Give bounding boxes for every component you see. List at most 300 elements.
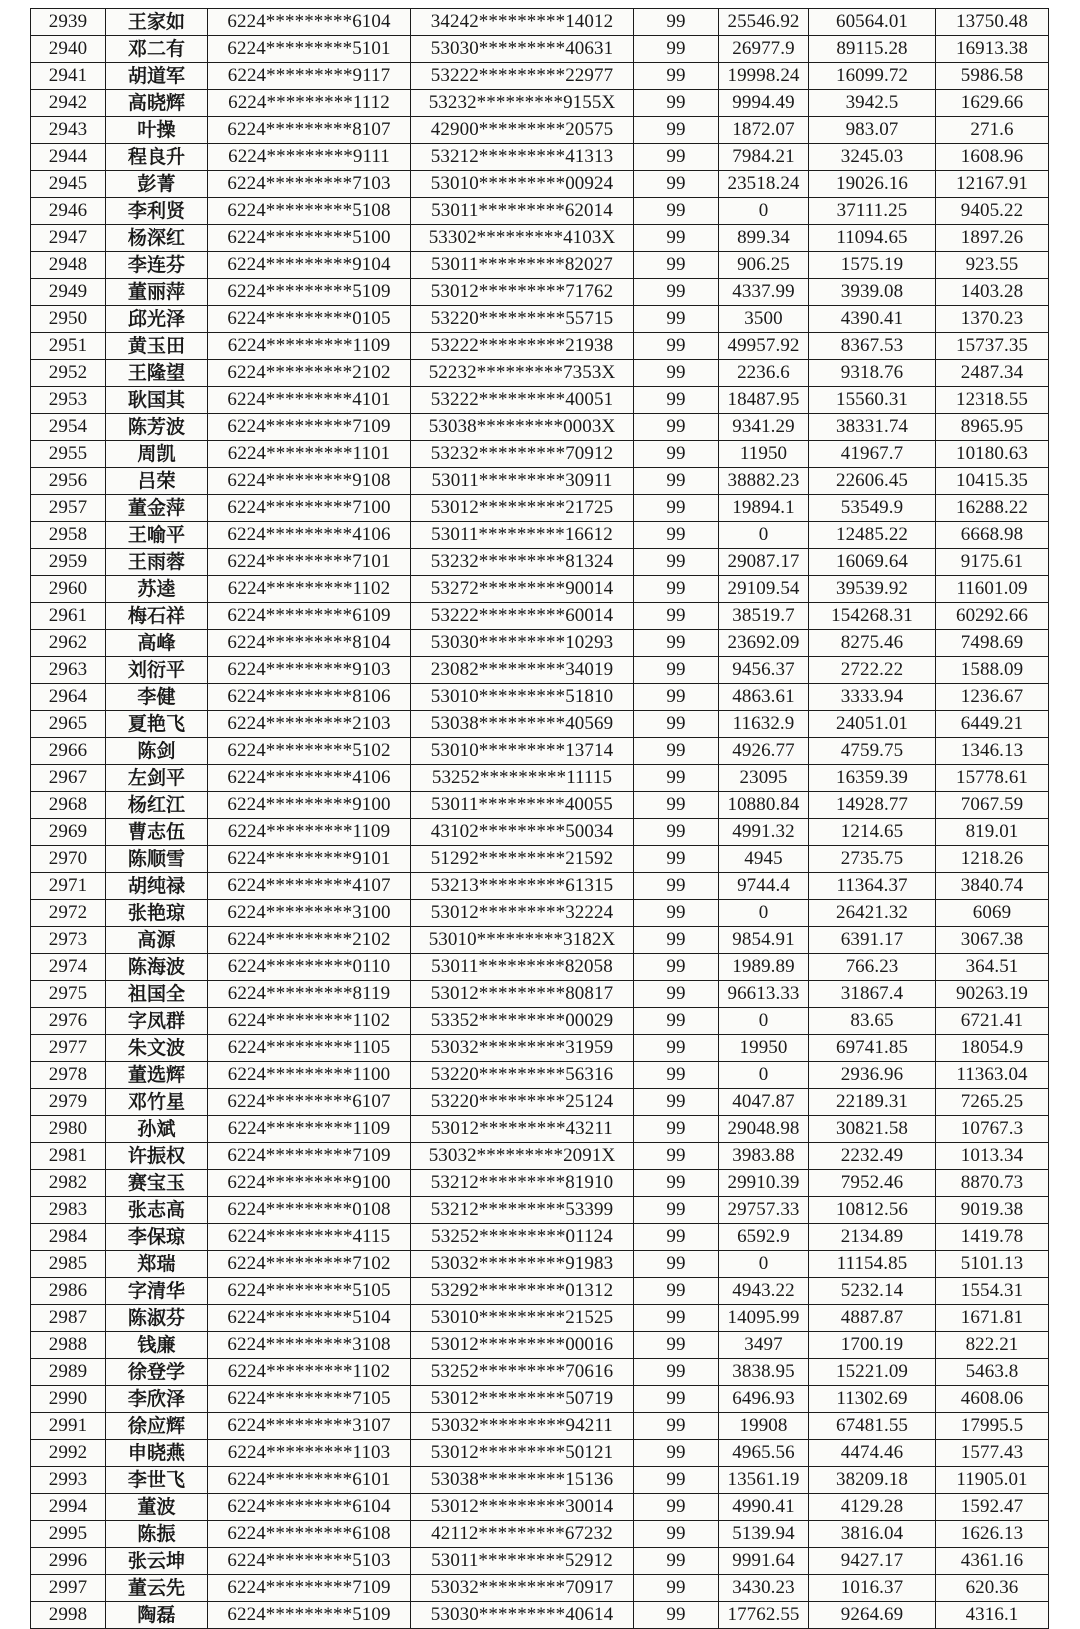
cell-card: 6224*********3100 [208,900,411,927]
cell-name: 苏逵 [106,576,208,603]
cell-seq: 2944 [31,144,106,171]
cell-id: 53032*********91983 [411,1251,634,1278]
cell-amt2: 2722.22 [809,657,936,684]
cell-card: 6224*********5100 [208,225,411,252]
cell-code: 99 [634,387,719,414]
cell-code: 99 [634,711,719,738]
cell-seq: 2942 [31,90,106,117]
cell-amt2: 2936.96 [809,1062,936,1089]
cell-amt1: 5139.94 [719,1521,809,1548]
cell-amt2: 38331.74 [809,414,936,441]
cell-card: 6224*********4107 [208,873,411,900]
table-row [31,90,1049,117]
cell-amt1: 23095 [719,765,809,792]
cell-id: 53032*********70917 [411,1575,634,1602]
table-row [31,1035,1049,1062]
cell-amt2: 60564.01 [809,9,936,36]
cell-code: 99 [634,414,719,441]
cell-card: 6224*********4106 [208,765,411,792]
cell-card: 6224*********7109 [208,1575,411,1602]
cell-amt3: 1897.26 [936,225,1049,252]
cell-name: 梅石祥 [106,603,208,630]
cell-amt2: 39539.92 [809,576,936,603]
cell-card: 6224*********0108 [208,1197,411,1224]
cell-amt2: 15221.09 [809,1359,936,1386]
table-row [31,225,1049,252]
cell-amt2: 3333.94 [809,684,936,711]
table-row [31,522,1049,549]
cell-amt2: 16069.64 [809,549,936,576]
cell-id: 51292*********21592 [411,846,634,873]
table-row [31,1521,1049,1548]
table-row [31,279,1049,306]
table-row [31,1332,1049,1359]
cell-name: 彭菁 [106,171,208,198]
cell-amt1: 4990.41 [719,1494,809,1521]
cell-amt3: 2487.34 [936,360,1049,387]
cell-seq: 2963 [31,657,106,684]
cell-name: 吕荣 [106,468,208,495]
cell-card: 6224*********9104 [208,252,411,279]
cell-amt1: 11950 [719,441,809,468]
cell-id: 53212*********41313 [411,144,634,171]
cell-amt3: 16288.22 [936,495,1049,522]
cell-amt3: 10767.3 [936,1116,1049,1143]
cell-amt3: 8870.73 [936,1170,1049,1197]
cell-amt1: 38882.23 [719,468,809,495]
cell-amt3: 1608.96 [936,144,1049,171]
cell-amt2: 2735.75 [809,846,936,873]
cell-amt2: 24051.01 [809,711,936,738]
cell-card: 6224*********5103 [208,1548,411,1575]
cell-name: 徐应辉 [106,1413,208,1440]
cell-amt2: 69741.85 [809,1035,936,1062]
table-row [31,819,1049,846]
cell-code: 99 [634,981,719,1008]
cell-amt3: 7498.69 [936,630,1049,657]
cell-card: 6224*********5109 [208,1602,411,1629]
cell-name: 陈淑芬 [106,1305,208,1332]
cell-name: 董波 [106,1494,208,1521]
cell-amt2: 154268.31 [809,603,936,630]
cell-seq: 2998 [31,1602,106,1629]
cell-amt2: 1016.37 [809,1575,936,1602]
table-row [31,144,1049,171]
cell-amt1: 23692.09 [719,630,809,657]
cell-card: 6224*********6101 [208,1467,411,1494]
cell-seq: 2996 [31,1548,106,1575]
cell-card: 6224*********3108 [208,1332,411,1359]
cell-amt3: 8965.95 [936,414,1049,441]
cell-name: 高源 [106,927,208,954]
cell-id: 53038*********15136 [411,1467,634,1494]
cell-card: 6224*********5102 [208,738,411,765]
cell-id: 53011*********82027 [411,252,634,279]
cell-seq: 2953 [31,387,106,414]
cell-card: 6224*********1102 [208,1008,411,1035]
table-row [31,387,1049,414]
cell-name: 李保琼 [106,1224,208,1251]
cell-card: 6224*********2103 [208,711,411,738]
table-row [31,1413,1049,1440]
cell-id: 53030*********10293 [411,630,634,657]
cell-amt3: 10415.35 [936,468,1049,495]
cell-id: 53012*********32224 [411,900,634,927]
cell-name: 邓二有 [106,36,208,63]
cell-code: 99 [634,1467,719,1494]
cell-id: 53038*********40569 [411,711,634,738]
table-row [31,549,1049,576]
cell-seq: 2988 [31,1332,106,1359]
cell-id: 53011*********52912 [411,1548,634,1575]
cell-amt1: 49957.92 [719,333,809,360]
cell-name: 陶磊 [106,1602,208,1629]
cell-amt2: 11302.69 [809,1386,936,1413]
cell-amt2: 16099.72 [809,63,936,90]
cell-card: 6224*********1100 [208,1062,411,1089]
cell-seq: 2962 [31,630,106,657]
cell-code: 99 [634,738,719,765]
cell-code: 99 [634,1143,719,1170]
cell-card: 6224*********9117 [208,63,411,90]
cell-id: 53212*********81910 [411,1170,634,1197]
cell-amt2: 1575.19 [809,252,936,279]
cell-name: 胡纯禄 [106,873,208,900]
cell-id: 53222*********22977 [411,63,634,90]
cell-card: 6224*********5104 [208,1305,411,1332]
table-container [30,8,1048,1629]
cell-id: 53232*********81324 [411,549,634,576]
cell-amt3: 1592.47 [936,1494,1049,1521]
cell-amt1: 9456.37 [719,657,809,684]
cell-amt1: 25546.92 [719,9,809,36]
cell-id: 53252*********01124 [411,1224,634,1251]
cell-code: 99 [634,360,719,387]
cell-amt1: 10880.84 [719,792,809,819]
cell-amt3: 3067.38 [936,927,1049,954]
cell-amt1: 4945 [719,846,809,873]
cell-id: 53038*********0003X [411,414,634,441]
cell-amt1: 1989.89 [719,954,809,981]
cell-amt2: 12485.22 [809,522,936,549]
cell-code: 99 [634,576,719,603]
cell-amt2: 2134.89 [809,1224,936,1251]
cell-code: 99 [634,1224,719,1251]
cell-seq: 2978 [31,1062,106,1089]
cell-amt2: 83.65 [809,1008,936,1035]
cell-name: 郑瑞 [106,1251,208,1278]
cell-card: 6224*********6109 [208,603,411,630]
cell-seq: 2987 [31,1305,106,1332]
table-row [31,954,1049,981]
cell-amt1: 9341.29 [719,414,809,441]
cell-card: 6224*********9108 [208,468,411,495]
cell-card: 6224*********2102 [208,927,411,954]
cell-amt3: 5463.8 [936,1359,1049,1386]
cell-name: 王隆望 [106,360,208,387]
cell-id: 53222*********21938 [411,333,634,360]
records-table [30,8,1049,1629]
cell-seq: 2945 [31,171,106,198]
cell-seq: 2981 [31,1143,106,1170]
cell-id: 53212*********53399 [411,1197,634,1224]
cell-id: 53011*********82058 [411,954,634,981]
cell-amt1: 0 [719,1008,809,1035]
table-row [31,1224,1049,1251]
cell-name: 李欣泽 [106,1386,208,1413]
cell-amt3: 364.51 [936,954,1049,981]
cell-amt1: 4943.22 [719,1278,809,1305]
cell-amt1: 38519.7 [719,603,809,630]
cell-seq: 2957 [31,495,106,522]
cell-id: 53030*********40631 [411,36,634,63]
cell-amt1: 0 [719,1251,809,1278]
cell-code: 99 [634,873,719,900]
cell-code: 99 [634,1332,719,1359]
cell-code: 99 [634,1602,719,1629]
cell-code: 99 [634,90,719,117]
table-row [31,1386,1049,1413]
cell-amt3: 90263.19 [936,981,1049,1008]
cell-name: 陈海波 [106,954,208,981]
cell-amt3: 1577.43 [936,1440,1049,1467]
cell-id: 34242*********14012 [411,9,634,36]
cell-amt2: 30821.58 [809,1116,936,1143]
cell-amt3: 10180.63 [936,441,1049,468]
cell-amt1: 3983.88 [719,1143,809,1170]
cell-amt2: 7952.46 [809,1170,936,1197]
cell-card: 6224*********9100 [208,1170,411,1197]
cell-code: 99 [634,684,719,711]
cell-amt1: 6496.93 [719,1386,809,1413]
cell-seq: 2975 [31,981,106,1008]
cell-seq: 2993 [31,1467,106,1494]
cell-card: 6224*********1103 [208,1440,411,1467]
cell-amt2: 22606.45 [809,468,936,495]
cell-id: 53010*********3182X [411,927,634,954]
cell-amt3: 60292.66 [936,603,1049,630]
cell-amt3: 15778.61 [936,765,1049,792]
cell-id: 53213*********61315 [411,873,634,900]
cell-code: 99 [634,1089,719,1116]
cell-seq: 2952 [31,360,106,387]
cell-id: 53011*********40055 [411,792,634,819]
cell-amt2: 1700.19 [809,1332,936,1359]
cell-card: 6224*********5105 [208,1278,411,1305]
cell-id: 53222*********40051 [411,387,634,414]
cell-name: 董丽萍 [106,279,208,306]
cell-amt3: 1419.78 [936,1224,1049,1251]
cell-id: 53252*********11115 [411,765,634,792]
cell-card: 6224*********6107 [208,1089,411,1116]
table-row [31,1278,1049,1305]
cell-card: 6224*********8106 [208,684,411,711]
cell-amt3: 1671.81 [936,1305,1049,1332]
cell-name: 许振权 [106,1143,208,1170]
cell-name: 刘衍平 [106,657,208,684]
table-row [31,333,1049,360]
cell-amt1: 0 [719,198,809,225]
cell-name: 高峰 [106,630,208,657]
cell-amt3: 1588.09 [936,657,1049,684]
table-row [31,36,1049,63]
cell-seq: 2986 [31,1278,106,1305]
cell-code: 99 [634,1197,719,1224]
cell-amt3: 4316.1 [936,1602,1049,1629]
cell-id: 53012*********50121 [411,1440,634,1467]
cell-card: 6224*********2102 [208,360,411,387]
cell-code: 99 [634,333,719,360]
cell-amt1: 4863.61 [719,684,809,711]
cell-amt2: 4759.75 [809,738,936,765]
cell-amt2: 9264.69 [809,1602,936,1629]
cell-amt2: 9318.76 [809,360,936,387]
cell-seq: 2964 [31,684,106,711]
cell-amt3: 7067.59 [936,792,1049,819]
cell-seq: 2951 [31,333,106,360]
cell-code: 99 [634,1521,719,1548]
cell-seq: 2955 [31,441,106,468]
cell-amt3: 6668.98 [936,522,1049,549]
cell-name: 钱廉 [106,1332,208,1359]
cell-card: 6224*********7102 [208,1251,411,1278]
cell-id: 53012*********43211 [411,1116,634,1143]
cell-amt1: 96613.33 [719,981,809,1008]
table-row [31,495,1049,522]
table-row [31,981,1049,1008]
cell-card: 6224*********6104 [208,9,411,36]
cell-id: 53012*********00016 [411,1332,634,1359]
table-row [31,1305,1049,1332]
cell-code: 99 [634,927,719,954]
cell-amt3: 5986.58 [936,63,1049,90]
cell-code: 99 [634,1386,719,1413]
cell-name: 陈芳波 [106,414,208,441]
cell-code: 99 [634,306,719,333]
cell-amt1: 3497 [719,1332,809,1359]
cell-name: 程良升 [106,144,208,171]
table-row [31,1062,1049,1089]
cell-code: 99 [634,792,719,819]
cell-code: 99 [634,279,719,306]
cell-seq: 2982 [31,1170,106,1197]
cell-seq: 2946 [31,198,106,225]
cell-amt1: 9991.64 [719,1548,809,1575]
cell-card: 6224*********6108 [208,1521,411,1548]
cell-seq: 2985 [31,1251,106,1278]
cell-amt3: 1626.13 [936,1521,1049,1548]
table-body [31,9,1049,1629]
table-row [31,1170,1049,1197]
cell-code: 99 [634,1440,719,1467]
cell-amt2: 11094.65 [809,225,936,252]
cell-id: 53012*********80817 [411,981,634,1008]
cell-code: 99 [634,1548,719,1575]
cell-id: 53032*********94211 [411,1413,634,1440]
cell-name: 董金萍 [106,495,208,522]
table-row [31,1197,1049,1224]
cell-seq: 2956 [31,468,106,495]
cell-code: 99 [634,1062,719,1089]
cell-amt3: 1346.13 [936,738,1049,765]
cell-code: 99 [634,1359,719,1386]
cell-card: 6224*********6104 [208,1494,411,1521]
cell-id: 42900*********20575 [411,117,634,144]
cell-code: 99 [634,657,719,684]
table-row [31,1008,1049,1035]
table-row [31,1116,1049,1143]
table-row [31,603,1049,630]
cell-amt2: 4390.41 [809,306,936,333]
cell-amt3: 822.21 [936,1332,1049,1359]
cell-name: 李健 [106,684,208,711]
cell-amt2: 11154.85 [809,1251,936,1278]
cell-name: 孙斌 [106,1116,208,1143]
cell-name: 张云坤 [106,1548,208,1575]
table-row [31,252,1049,279]
cell-seq: 2949 [31,279,106,306]
cell-amt1: 3500 [719,306,809,333]
cell-code: 99 [634,441,719,468]
cell-code: 99 [634,630,719,657]
cell-id: 53011*********16612 [411,522,634,549]
cell-amt2: 983.07 [809,117,936,144]
cell-amt1: 0 [719,1062,809,1089]
cell-id: 53012*********71762 [411,279,634,306]
table-row [31,630,1049,657]
cell-amt2: 26421.32 [809,900,936,927]
cell-name: 徐登学 [106,1359,208,1386]
cell-id: 53272*********90014 [411,576,634,603]
cell-seq: 2974 [31,954,106,981]
cell-card: 6224*********9101 [208,846,411,873]
cell-name: 赛宝玉 [106,1170,208,1197]
cell-name: 邱光泽 [106,306,208,333]
cell-id: 53222*********60014 [411,603,634,630]
cell-seq: 2969 [31,819,106,846]
cell-card: 6224*********9100 [208,792,411,819]
cell-amt1: 899.34 [719,225,809,252]
table-row [31,1602,1049,1629]
cell-card: 6224*********4101 [208,387,411,414]
cell-seq: 2950 [31,306,106,333]
cell-card: 6224*********7109 [208,414,411,441]
cell-amt3: 7265.25 [936,1089,1049,1116]
cell-name: 字凤群 [106,1008,208,1035]
cell-name: 叶操 [106,117,208,144]
cell-id: 53012*********30014 [411,1494,634,1521]
cell-amt3: 1236.67 [936,684,1049,711]
cell-id: 53032*********2091X [411,1143,634,1170]
cell-seq: 2943 [31,117,106,144]
cell-id: 53292*********01312 [411,1278,634,1305]
cell-amt3: 923.55 [936,252,1049,279]
cell-amt3: 1403.28 [936,279,1049,306]
table-row [31,117,1049,144]
table-row [31,171,1049,198]
cell-amt1: 0 [719,900,809,927]
cell-amt3: 16913.38 [936,36,1049,63]
cell-amt1: 29757.33 [719,1197,809,1224]
cell-amt2: 53549.9 [809,495,936,522]
cell-code: 99 [634,171,719,198]
cell-name: 夏艳飞 [106,711,208,738]
cell-seq: 2958 [31,522,106,549]
cell-code: 99 [634,198,719,225]
cell-amt1: 19998.24 [719,63,809,90]
cell-name: 陈剑 [106,738,208,765]
cell-amt2: 3816.04 [809,1521,936,1548]
